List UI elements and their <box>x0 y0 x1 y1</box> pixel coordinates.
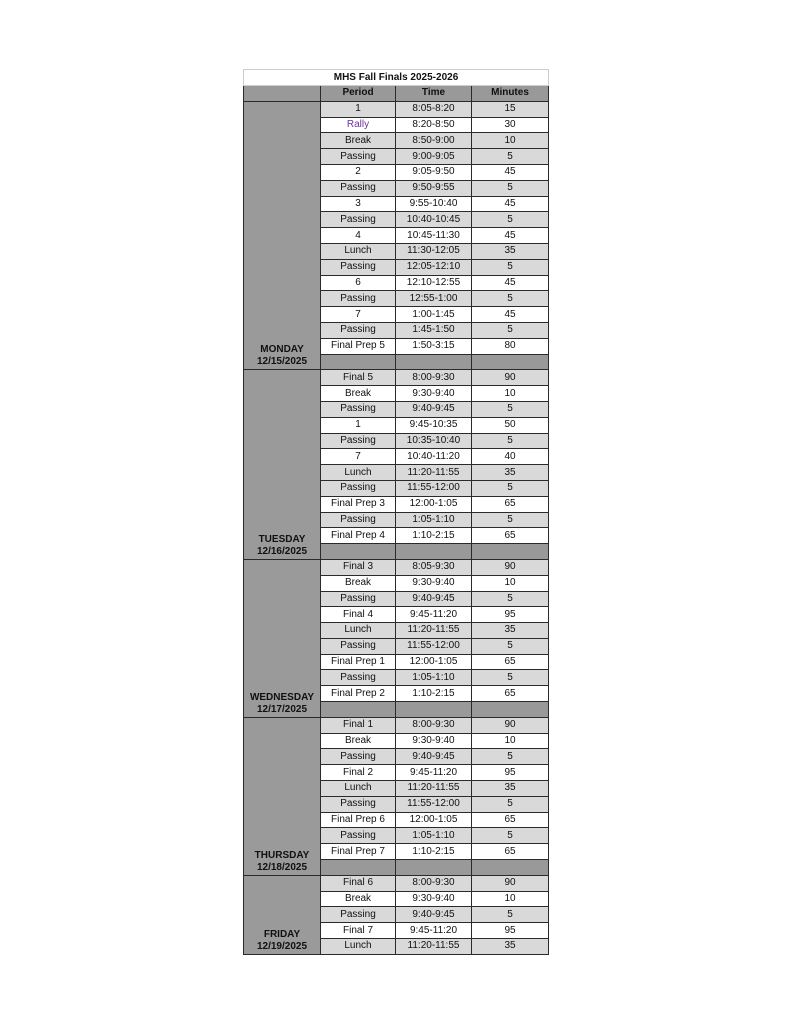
table-row <box>244 717 549 733</box>
period-cell: Passing <box>321 259 396 275</box>
day-cell <box>244 370 321 560</box>
period-cell: Passing <box>321 591 396 607</box>
period-cell: Lunch <box>321 465 396 481</box>
time-cell: 1:05-1:10 <box>396 512 472 528</box>
minutes-cell: 5 <box>472 512 549 528</box>
minutes-cell: 5 <box>472 433 549 449</box>
period-cell: Passing <box>321 796 396 812</box>
minutes-cell: 65 <box>472 844 549 860</box>
period-cell: Break <box>321 891 396 907</box>
minutes-cell: 10 <box>472 733 549 749</box>
minutes-cell: 35 <box>472 465 549 481</box>
separator-cell <box>472 544 549 560</box>
minutes-cell: 95 <box>472 607 549 623</box>
day-cell <box>244 101 321 370</box>
period-header: Period <box>321 86 396 102</box>
time-cell: 9:40-9:45 <box>396 749 472 765</box>
time-cell: 11:55-12:00 <box>396 638 472 654</box>
minutes-cell: 35 <box>472 939 549 955</box>
minutes-cell: 65 <box>472 686 549 702</box>
minutes-cell: 40 <box>472 449 549 465</box>
time-cell: 10:45-11:30 <box>396 228 472 244</box>
period-cell: Lunch <box>321 939 396 955</box>
period-cell: Rally <box>321 117 396 133</box>
time-cell: 10:40-11:20 <box>396 449 472 465</box>
time-cell: 9:00-9:05 <box>396 149 472 165</box>
period-cell: Final 4 <box>321 607 396 623</box>
period-cell: Passing <box>321 512 396 528</box>
time-cell: 8:00-9:30 <box>396 370 472 386</box>
minutes-cell: 5 <box>472 796 549 812</box>
period-cell: Final 5 <box>321 370 396 386</box>
period-cell: Final Prep 5 <box>321 338 396 354</box>
time-cell: 9:40-9:45 <box>396 591 472 607</box>
time-cell: 12:00-1:05 <box>396 812 472 828</box>
minutes-cell: 10 <box>472 133 549 149</box>
day-name: MONDAY <box>260 344 304 356</box>
period-cell: 1 <box>321 101 396 117</box>
table-row <box>244 559 549 575</box>
period-cell: 2 <box>321 164 396 180</box>
day-date: 12/16/2025 <box>256 545 308 557</box>
period-cell: Break <box>321 133 396 149</box>
minutes-cell: 5 <box>472 670 549 686</box>
minutes-cell: 45 <box>472 307 549 323</box>
period-cell: Final 2 <box>321 765 396 781</box>
period-cell: Passing <box>321 749 396 765</box>
minutes-cell: 35 <box>472 781 549 797</box>
table-row <box>244 875 549 891</box>
time-cell: 8:00-9:30 <box>396 717 472 733</box>
day-date: 12/19/2025 <box>256 940 308 952</box>
minutes-cell: 35 <box>472 243 549 259</box>
time-cell: 11:55-12:00 <box>396 480 472 496</box>
minutes-cell: 5 <box>472 638 549 654</box>
separator-cell <box>396 544 472 560</box>
minutes-cell: 10 <box>472 386 549 402</box>
minutes-cell: 30 <box>472 117 549 133</box>
day-cell <box>244 875 321 954</box>
period-cell: Final 6 <box>321 875 396 891</box>
minutes-cell: 90 <box>472 559 549 575</box>
separator-cell <box>472 860 549 876</box>
minutes-cell: 5 <box>472 828 549 844</box>
separator-cell <box>472 702 549 718</box>
period-cell: Passing <box>321 907 396 923</box>
minutes-cell: 5 <box>472 591 549 607</box>
separator-cell <box>321 544 396 560</box>
minutes-cell: 45 <box>472 164 549 180</box>
separator-cell <box>396 702 472 718</box>
minutes-cell: 80 <box>472 338 549 354</box>
period-cell: Final 1 <box>321 717 396 733</box>
period-cell: 6 <box>321 275 396 291</box>
day-date: 12/18/2025 <box>256 861 308 873</box>
minutes-cell: 5 <box>472 259 549 275</box>
period-cell: Final Prep 1 <box>321 654 396 670</box>
period-cell: Passing <box>321 322 396 338</box>
time-cell: 9:40-9:45 <box>396 907 472 923</box>
minutes-cell: 5 <box>472 907 549 923</box>
time-cell: 1:10-2:15 <box>396 844 472 860</box>
time-cell: 9:45-11:20 <box>396 607 472 623</box>
minutes-cell: 15 <box>472 101 549 117</box>
period-cell: Final 7 <box>321 923 396 939</box>
day-cell <box>244 717 321 875</box>
day-name: THURSDAY <box>254 849 310 861</box>
separator-cell <box>321 702 396 718</box>
period-cell: Passing <box>321 480 396 496</box>
separator-cell <box>396 860 472 876</box>
minutes-cell: 50 <box>472 417 549 433</box>
time-cell: 11:55-12:00 <box>396 796 472 812</box>
finals-schedule-table <box>243 69 549 955</box>
day-name: TUESDAY <box>258 533 306 545</box>
time-cell: 11:20-11:55 <box>396 465 472 481</box>
period-cell: Lunch <box>321 623 396 639</box>
separator-cell <box>472 354 549 370</box>
day-header <box>244 86 321 102</box>
time-cell: 12:05-12:10 <box>396 259 472 275</box>
time-cell: 12:55-1:00 <box>396 291 472 307</box>
header-row <box>244 86 549 102</box>
minutes-cell: 90 <box>472 875 549 891</box>
time-cell: 11:30-12:05 <box>396 243 472 259</box>
time-cell: 1:10-2:15 <box>396 686 472 702</box>
period-cell: Passing <box>321 149 396 165</box>
minutes-cell: 5 <box>472 291 549 307</box>
time-cell: 10:35-10:40 <box>396 433 472 449</box>
minutes-cell: 65 <box>472 528 549 544</box>
minutes-cell: 90 <box>472 370 549 386</box>
period-cell: Final 3 <box>321 559 396 575</box>
period-cell: Passing <box>321 401 396 417</box>
time-cell: 8:20-8:50 <box>396 117 472 133</box>
time-cell: 12:00-1:05 <box>396 496 472 512</box>
time-cell: 9:05-9:50 <box>396 164 472 180</box>
time-cell: 1:50-3:15 <box>396 338 472 354</box>
minutes-header: Minutes <box>472 86 549 102</box>
time-cell: 8:50-9:00 <box>396 133 472 149</box>
time-header: Time <box>396 86 472 102</box>
period-cell: Passing <box>321 828 396 844</box>
minutes-cell: 5 <box>472 322 549 338</box>
day-name: WEDNESDAY <box>249 691 315 703</box>
time-cell: 10:40-10:45 <box>396 212 472 228</box>
period-cell: Passing <box>321 212 396 228</box>
separator-cell <box>396 354 472 370</box>
time-cell: 9:50-9:55 <box>396 180 472 196</box>
minutes-cell: 90 <box>472 717 549 733</box>
period-cell: Passing <box>321 291 396 307</box>
time-cell: 9:30-9:40 <box>396 575 472 591</box>
time-cell: 11:20-11:55 <box>396 939 472 955</box>
time-cell: 12:10-12:55 <box>396 275 472 291</box>
time-cell: 8:05-8:20 <box>396 101 472 117</box>
minutes-cell: 45 <box>472 275 549 291</box>
time-cell: 11:20-11:55 <box>396 623 472 639</box>
period-cell: 4 <box>321 228 396 244</box>
minutes-cell: 10 <box>472 575 549 591</box>
time-cell: 11:20-11:55 <box>396 781 472 797</box>
period-cell: Break <box>321 733 396 749</box>
time-cell: 9:45-10:35 <box>396 417 472 433</box>
minutes-cell: 35 <box>472 623 549 639</box>
period-cell: Passing <box>321 180 396 196</box>
time-cell: 1:10-2:15 <box>396 528 472 544</box>
period-cell: Passing <box>321 433 396 449</box>
period-cell: Lunch <box>321 781 396 797</box>
minutes-cell: 95 <box>472 765 549 781</box>
time-cell: 8:00-9:30 <box>396 875 472 891</box>
schedule-title: MHS Fall Finals 2025-2026 <box>244 70 549 86</box>
table-row <box>244 101 549 117</box>
period-cell: Lunch <box>321 243 396 259</box>
period-cell: Final Prep 3 <box>321 496 396 512</box>
minutes-cell: 5 <box>472 149 549 165</box>
period-cell: 3 <box>321 196 396 212</box>
period-cell: Passing <box>321 670 396 686</box>
period-cell: Final Prep 4 <box>321 528 396 544</box>
minutes-cell: 65 <box>472 654 549 670</box>
time-cell: 9:45-11:20 <box>396 765 472 781</box>
time-cell: 9:30-9:40 <box>396 891 472 907</box>
day-name: FRIDAY <box>263 928 301 940</box>
day-date: 12/15/2025 <box>256 356 308 368</box>
minutes-cell: 5 <box>472 749 549 765</box>
period-cell: Final Prep 2 <box>321 686 396 702</box>
minutes-cell: 45 <box>472 228 549 244</box>
minutes-cell: 5 <box>472 401 549 417</box>
minutes-cell: 5 <box>472 480 549 496</box>
time-cell: 1:45-1:50 <box>396 322 472 338</box>
period-cell: Passing <box>321 638 396 654</box>
minutes-cell: 65 <box>472 812 549 828</box>
time-cell: 1:05-1:10 <box>396 828 472 844</box>
time-cell: 9:30-9:40 <box>396 733 472 749</box>
day-cell <box>244 559 321 717</box>
time-cell: 9:55-10:40 <box>396 196 472 212</box>
minutes-cell: 5 <box>472 180 549 196</box>
time-cell: 1:05-1:10 <box>396 670 472 686</box>
time-cell: 1:00-1:45 <box>396 307 472 323</box>
period-cell: Final Prep 7 <box>321 844 396 860</box>
minutes-cell: 45 <box>472 196 549 212</box>
minutes-cell: 10 <box>472 891 549 907</box>
time-cell: 9:40-9:45 <box>396 401 472 417</box>
period-cell: Final Prep 6 <box>321 812 396 828</box>
minutes-cell: 65 <box>472 496 549 512</box>
day-date: 12/17/2025 <box>256 703 308 715</box>
time-cell: 12:00-1:05 <box>396 654 472 670</box>
minutes-cell: 5 <box>472 212 549 228</box>
separator-cell <box>321 860 396 876</box>
period-cell: 1 <box>321 417 396 433</box>
time-cell: 8:05-9:30 <box>396 559 472 575</box>
time-cell: 9:45-11:20 <box>396 923 472 939</box>
period-cell: Break <box>321 575 396 591</box>
period-cell: Break <box>321 386 396 402</box>
time-cell: 9:30-9:40 <box>396 386 472 402</box>
period-cell: 7 <box>321 449 396 465</box>
period-cell: 7 <box>321 307 396 323</box>
table-row <box>244 370 549 386</box>
separator-cell <box>321 354 396 370</box>
minutes-cell: 95 <box>472 923 549 939</box>
